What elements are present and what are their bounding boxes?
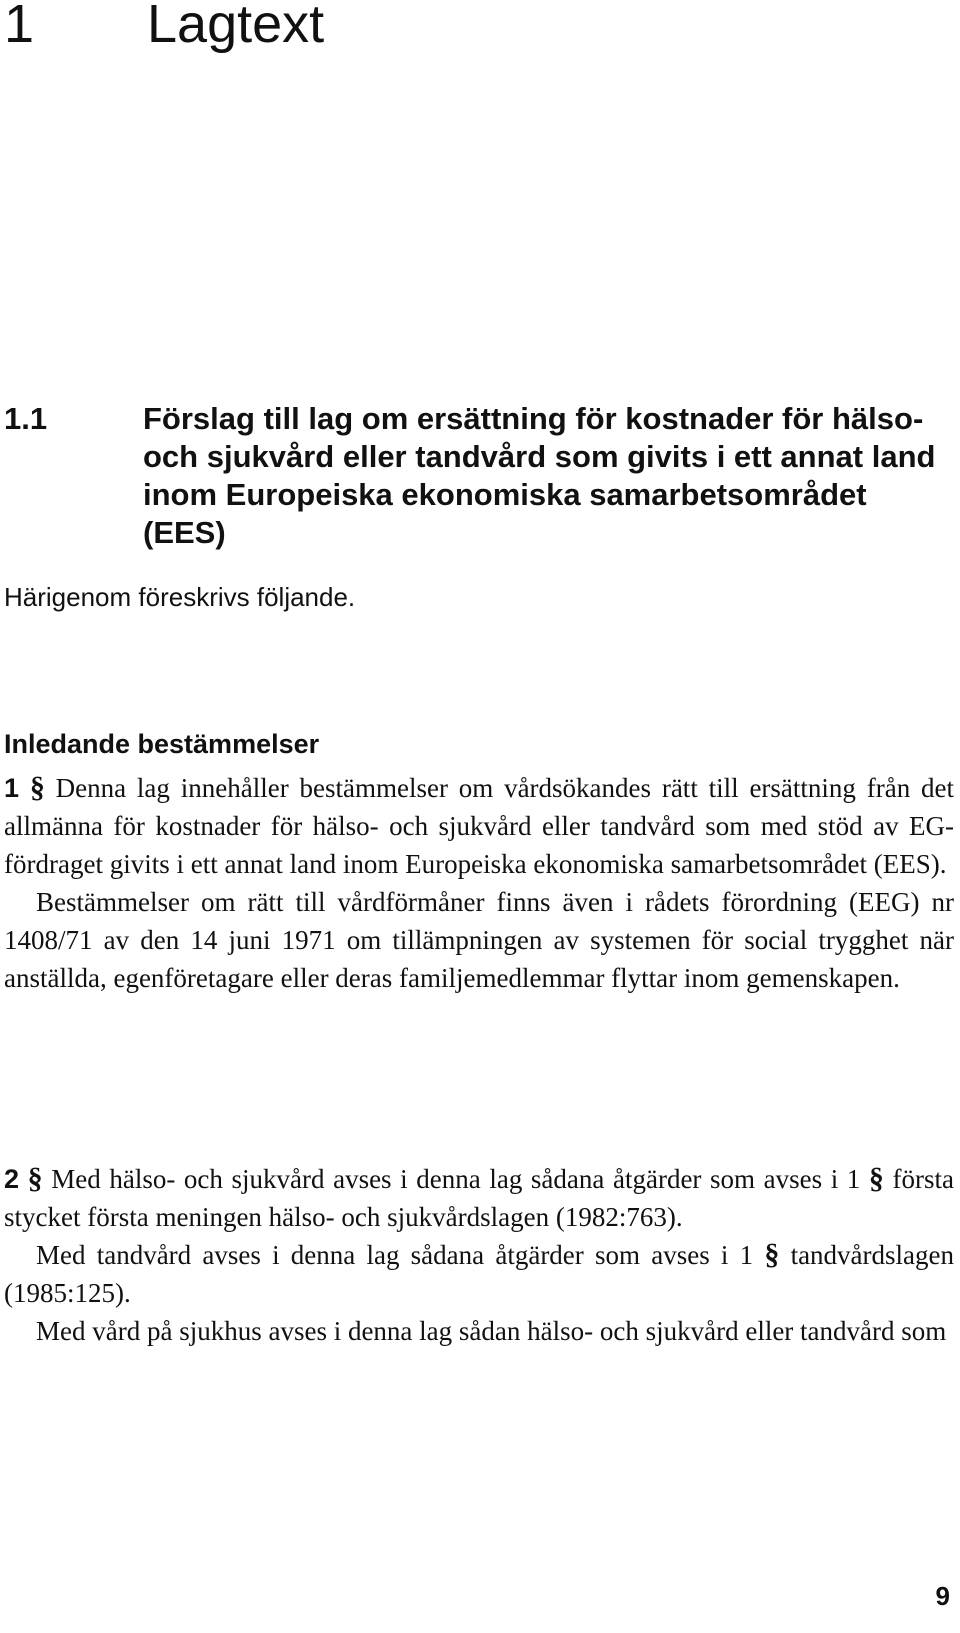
paragraph-1-second: Bestämmelser om rätt till vårdförmåner finns även i rådets förordning (EEG) nr 1408/71 av den 14 juni 1971 om tillämpningen av systemen för social trygghet när anställda, egenföretagare eller deras familjemedlemmar flyttar inom gemenskapen. xyxy=(4,887,954,993)
page-number: 9 xyxy=(935,1581,950,1611)
chapter-number: 1 xyxy=(4,0,35,54)
paragraph-1 xyxy=(4,769,954,883)
paragraph-2-second-a: Med tandvård avses i denna lag sådana åtgärder som avses i 1 xyxy=(36,1240,754,1270)
preamble: Härigenom föreskrivs följande. xyxy=(4,582,356,612)
paragraph-1-block xyxy=(4,769,954,997)
paragraph-2-second xyxy=(4,1236,954,1312)
paragraph-2-block xyxy=(4,1160,954,1350)
section-sign-icon: § xyxy=(764,1238,780,1271)
paragraph-number-1: 1 xyxy=(4,773,20,803)
paragraph-1-text: Denna lag innehåller bestämmelser om vårdsökandes rätt till ersättning från det allmänna för kostnader för hälso- och sjukvård eller tandvård som med stöd av EG-fördraget givits i ett annat land inom Europeiska ekonomiska samarbetsområdet (EES). xyxy=(4,773,954,879)
paragraph-2-second-b: tandvårdslagen (1985:125). xyxy=(4,1240,955,1308)
section-heading xyxy=(4,400,954,552)
sub-heading-inledande: Inledande bestämmelser xyxy=(4,729,320,759)
section-sign-icon: § xyxy=(29,771,45,804)
section-sign-icon: § xyxy=(27,1162,43,1195)
section-number: 1.1 xyxy=(4,401,48,436)
section-title: Förslag till lag om ersättning för kostnader för hälso- och sjukvård eller tandvård som givits i ett annat land inom Europeiska ekonomiska samarbetsområdet (EES) xyxy=(143,401,936,550)
paragraph-2-third: Med vård på sjukhus avses i denna lag sådan hälso- och sjukvård eller tandvård som xyxy=(36,1316,947,1346)
paragraph-2-text-b: första stycket första meningen hälso- och sjukvårdslagen (1982:763). xyxy=(4,1164,954,1232)
paragraph-number-2: 2 xyxy=(4,1164,20,1194)
chapter-title-text: Lagtext xyxy=(147,0,325,54)
section-sign-icon: § xyxy=(868,1162,884,1195)
chapter-title xyxy=(4,0,324,56)
paragraph-2 xyxy=(4,1160,954,1236)
paragraph-2-text-a: Med hälso- och sjukvård avses i denna lag sådana åtgärder som avses i 1 xyxy=(42,1164,861,1194)
